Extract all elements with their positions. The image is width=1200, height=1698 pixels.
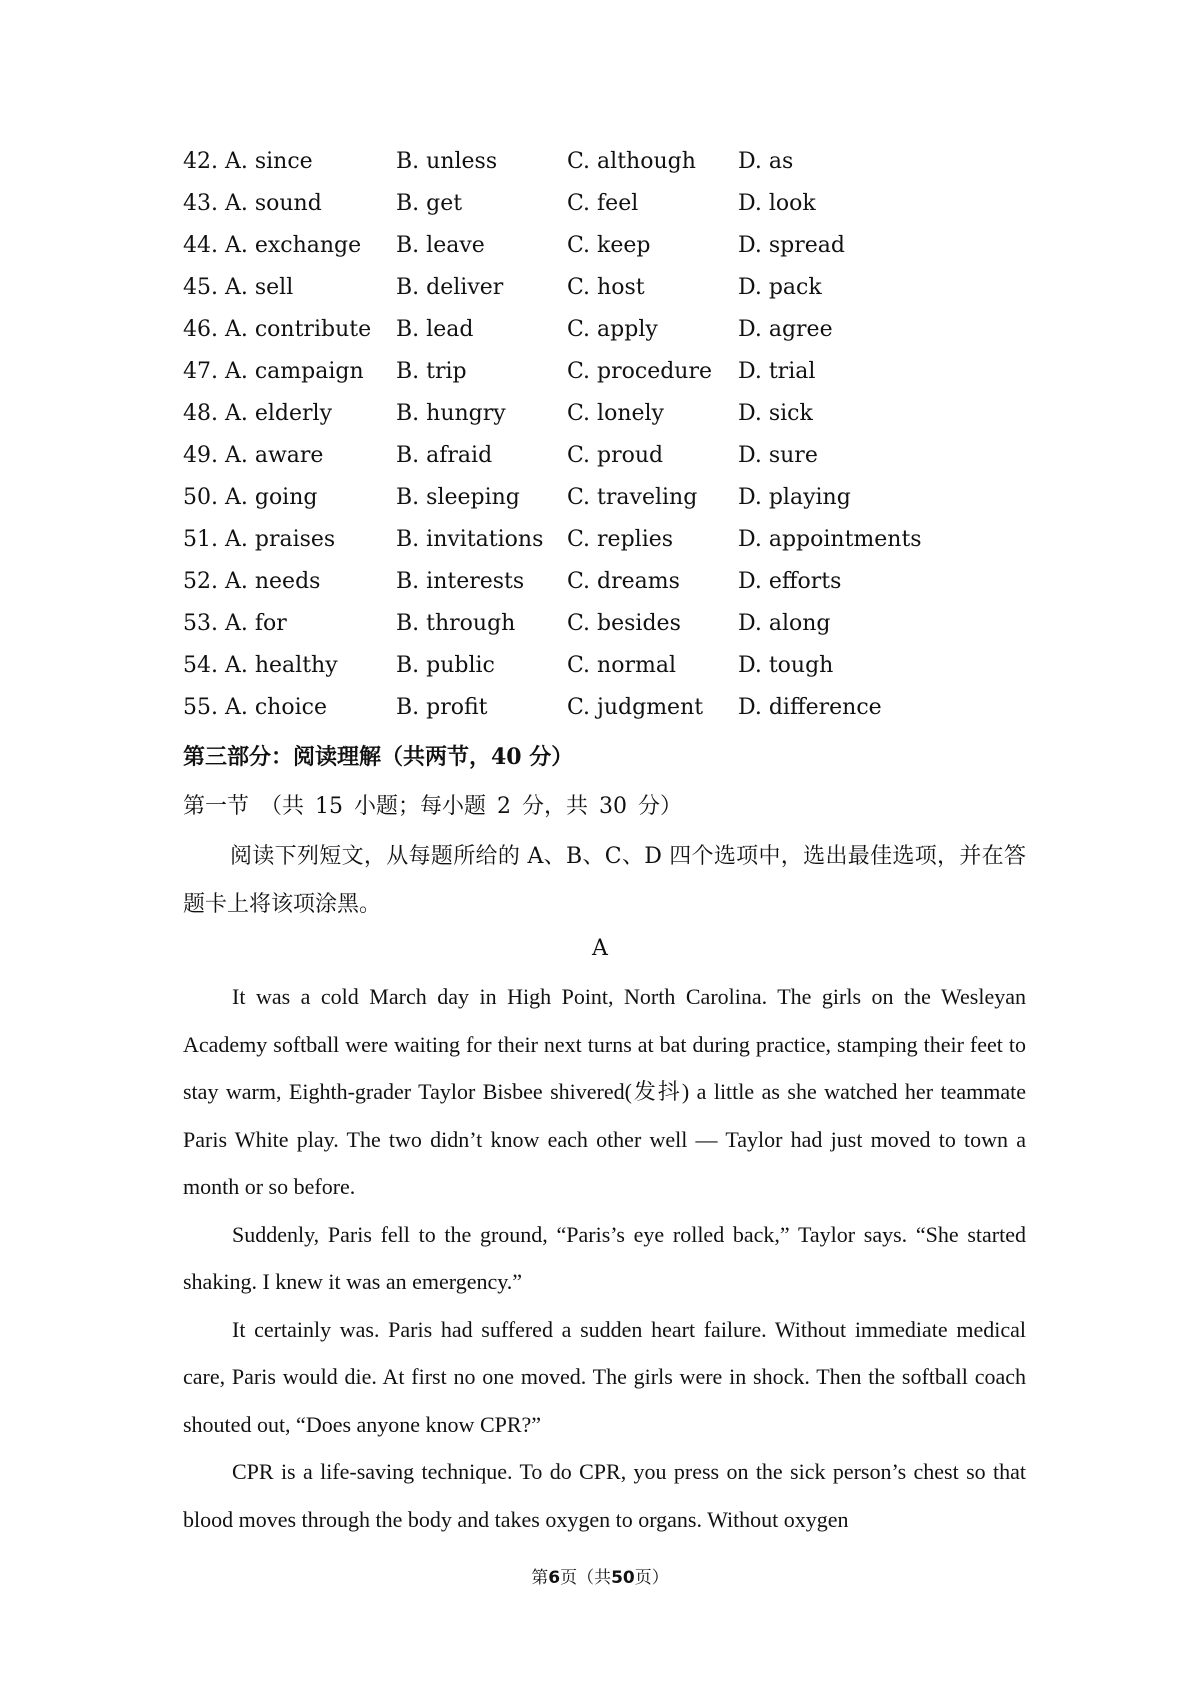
instructions: 阅读下列短文，从每题所给的 A、B、C、D 四个选项中，选出最佳选项，并在答题卡上将该项涂黑。	[183, 844, 1026, 917]
option-row	[183, 434, 1023, 476]
option-d: D. sick	[738, 400, 813, 426]
option-d: D. tough	[738, 652, 834, 678]
total-page-count: 50	[611, 1568, 635, 1588]
option-c: C. proud	[567, 442, 664, 468]
option-row	[183, 476, 1023, 518]
option-a: 44. A. exchange	[183, 232, 362, 258]
option-row	[183, 350, 1023, 392]
option-row	[183, 182, 1023, 224]
option-b: B. get	[396, 190, 463, 216]
option-row	[183, 308, 1023, 350]
option-d: D. efforts	[738, 568, 842, 594]
option-a: 47. A. campaign	[183, 358, 364, 384]
option-b: B. lead	[396, 316, 474, 342]
option-c: C. lonely	[567, 400, 664, 426]
option-d: D. along	[738, 610, 831, 636]
option-b: B. public	[396, 652, 495, 678]
option-row	[183, 560, 1023, 602]
option-b: B. interests	[396, 568, 525, 594]
passage	[183, 973, 1026, 1543]
option-row	[183, 602, 1023, 644]
option-c: C. judgment	[567, 694, 704, 720]
option-b: B. afraid	[396, 442, 493, 468]
option-a: 54. A. healthy	[183, 652, 338, 678]
option-b: B. unless	[396, 148, 498, 174]
current-page-number: 6	[548, 1568, 561, 1588]
option-a: 43. A. sound	[183, 190, 322, 216]
option-c: C. procedure	[567, 358, 713, 384]
option-d: D. agree	[738, 316, 833, 342]
option-c: C. normal	[567, 652, 676, 678]
option-a: 46. A. contribute	[183, 316, 372, 342]
option-c: C. keep	[567, 232, 651, 258]
option-a: 49. A. aware	[183, 442, 324, 468]
option-a: 52. A. needs	[183, 568, 321, 594]
option-d: D. sure	[738, 442, 818, 468]
option-b: B. trip	[396, 358, 467, 384]
option-c: C. host	[567, 274, 645, 300]
option-c: C. apply	[567, 316, 658, 342]
passage-paragraph: It certainly was. Paris had suffered a sudden heart failure. Without immediate medical care, Paris would die. At first no one moved. The girls were in shock. Then the softball coach shouted out, “Does anyone know CPR?”	[183, 1316, 1026, 1437]
option-c: C. besides	[567, 610, 681, 636]
option-b: B. deliver	[396, 274, 504, 300]
option-c: C. traveling	[567, 484, 698, 510]
option-b: B. invitations	[396, 526, 544, 552]
option-c: C. dreams	[567, 568, 680, 594]
option-d: D. trial	[738, 358, 816, 384]
option-d: D. playing	[738, 484, 851, 510]
option-a: 45. A. sell	[183, 274, 294, 300]
option-row	[183, 392, 1023, 434]
passage-paragraph: It was a cold March day in High Point, North Carolina. The girls on the Wesleyan Academy softball were waiting for their next turns at bat during practice, stamping their feet to stay warm, Eighth-grader Taylor Bisbee shivered(发抖) a little as she watched her teammate Paris White play. The two didn’t know each other well — Taylor had just moved to town a month or so before.	[183, 984, 1026, 1199]
option-a: 50. A. going	[183, 484, 318, 510]
option-b: B. through	[396, 610, 516, 636]
option-c: C. although	[567, 148, 696, 174]
option-c: C. feel	[567, 190, 639, 216]
passage-paragraph: Suddenly, Paris fell to the ground, “Paris’s eye rolled back,” Taylor says. “She started shaking. I knew it was an emergency.”	[183, 1221, 1026, 1294]
passage-letter: A	[592, 936, 608, 961]
part-heading: 第三部分：阅读理解（共两节，40 分）	[183, 744, 574, 770]
page-footer: 第6页（共50页）	[531, 1568, 669, 1588]
option-a: 42. A. since	[183, 148, 313, 174]
option-a: 51. A. praises	[183, 526, 336, 552]
option-row	[183, 644, 1023, 686]
option-d: D. appointments	[738, 526, 922, 552]
section-heading: 第一节 （共 15 小题；每小题 2 分，共 30 分）	[183, 794, 682, 819]
option-d: D. as	[738, 148, 794, 174]
option-d: D. look	[738, 190, 816, 216]
answer-options	[183, 140, 1023, 728]
option-row	[183, 140, 1023, 182]
option-row	[183, 686, 1023, 728]
option-d: D. spread	[738, 232, 845, 258]
option-row	[183, 518, 1023, 560]
option-b: B. hungry	[396, 400, 506, 426]
option-a: 55. A. choice	[183, 694, 327, 720]
option-d: D. difference	[738, 694, 882, 720]
option-a: 48. A. elderly	[183, 400, 332, 426]
passage-paragraph: CPR is a life-saving technique. To do CPR, you press on the sick person’s chest so that blood moves through the body and takes oxygen to organs. Without oxygen	[183, 1459, 1026, 1532]
option-c: C. replies	[567, 526, 674, 552]
option-d: D. pack	[738, 274, 822, 300]
option-b: B. sleeping	[396, 484, 520, 510]
option-b: B. profit	[396, 694, 488, 720]
option-row	[183, 224, 1023, 266]
option-b: B. leave	[396, 232, 485, 258]
option-row	[183, 266, 1023, 308]
option-a: 53. A. for	[183, 610, 287, 636]
